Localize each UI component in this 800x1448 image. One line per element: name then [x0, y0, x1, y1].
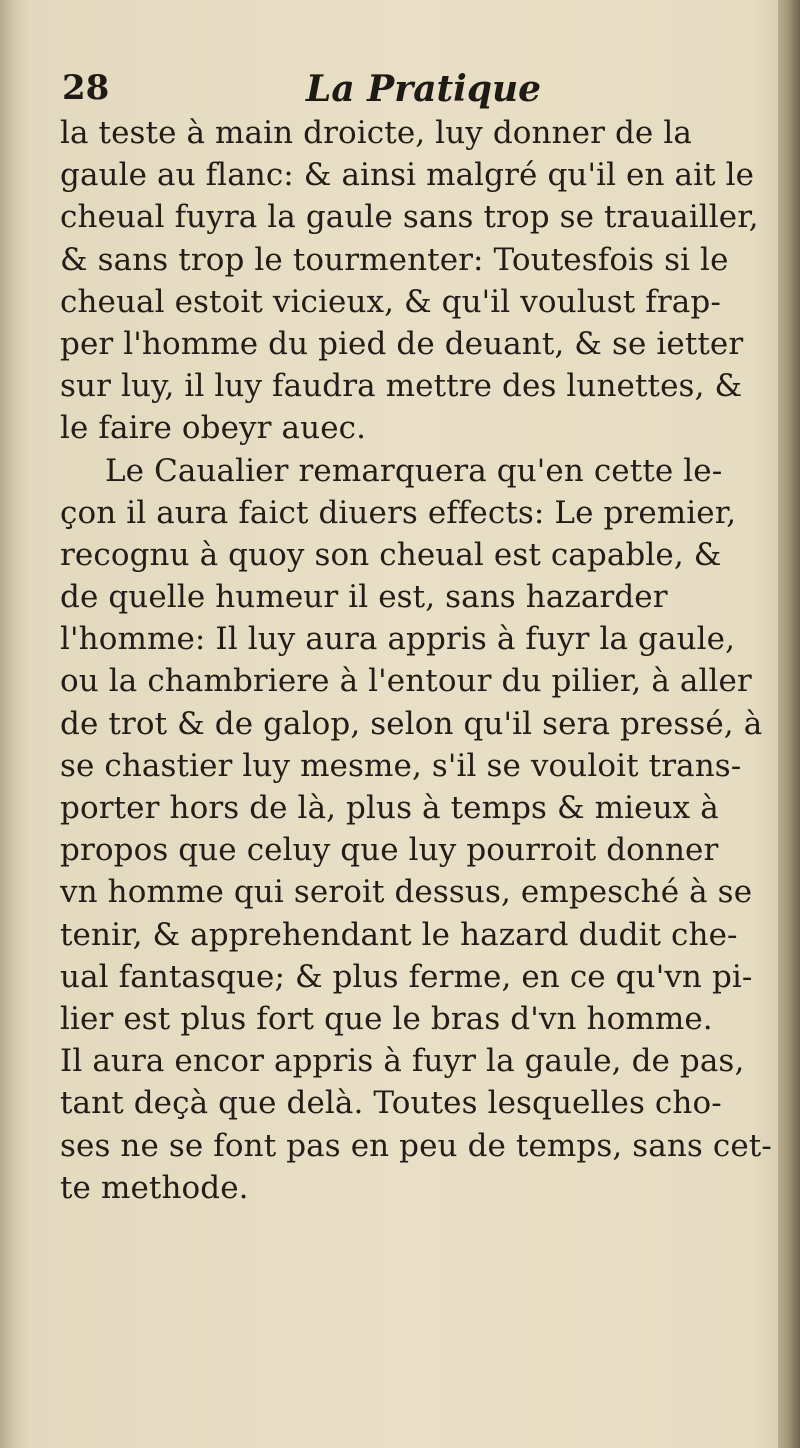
text-line: te methode.: [60, 1169, 249, 1206]
text-line: ou la chambriere à l'entour du pilier, à aller: [60, 663, 752, 700]
paragraph-start-line: Le Caualier remarquera qu'en cette le-: [105, 452, 723, 489]
page-left-edge: [0, 0, 14, 1448]
text-line: porter hors de là, plus à temps & mieux à: [60, 790, 719, 826]
text-line: çon il aura faict diuers effects: Le premier,: [60, 494, 737, 531]
text-line: ses ne se font pas en peu de temps, sans cet-: [60, 1127, 772, 1164]
page-right-edge: [778, 0, 800, 1448]
text-line: per l'homme du pied de deuant, & se ietter: [60, 325, 744, 362]
text-line: ual fantasque; & plus ferme, en ce qu'vn pi-: [60, 958, 753, 995]
text-line: de quelle humeur il est, sans hazarder: [60, 579, 668, 616]
text-line: la teste à main droicte, luy donner de la: [60, 115, 692, 151]
text-line: vn homme qui seroit dessus, empesché à se: [60, 874, 753, 911]
text-line: cheual fuyra la gaule sans trop se trauailler,: [60, 199, 759, 236]
text-line: de trot & de galop, selon qu'il sera pressé, à: [60, 705, 763, 742]
running-title: La Pratique: [306, 68, 542, 110]
text-line: cheual estoit vicieux, & qu'il voulust frap-: [60, 283, 721, 320]
text-line: sur luy, il luy faudra mettre des lunettes, &: [60, 368, 743, 405]
text-line: gaule au flanc: & ainsi malgré qu'il en ait le: [60, 157, 755, 194]
body-text: [60, 112, 772, 1209]
page-number: 28: [62, 68, 110, 108]
text-line: recognu à quoy son cheual est capable, &: [60, 536, 722, 573]
text-line: tenir, & apprehendant le hazard dudit che-: [60, 916, 738, 953]
text-line: l'homme: Il luy aura appris à fuyr la gaule,: [60, 621, 736, 658]
text-line: le faire obeyr auec.: [60, 410, 367, 447]
text-line: tant deçà que delà. Toutes lesquelles cho-: [60, 1085, 722, 1122]
text-line: & sans trop le tourmenter: Toutesfois si le: [60, 241, 729, 278]
text-line: propos que celuy que luy pourroit donner: [60, 832, 719, 869]
text-line: lier est plus fort que le bras d'vn homme.: [60, 1000, 713, 1037]
text-line: se chastier luy mesme, s'il se vouloit trans-: [60, 747, 742, 784]
page-header: [62, 68, 752, 118]
text-line: Il aura encor appris à fuyr la gaule, de pas,: [60, 1043, 745, 1080]
